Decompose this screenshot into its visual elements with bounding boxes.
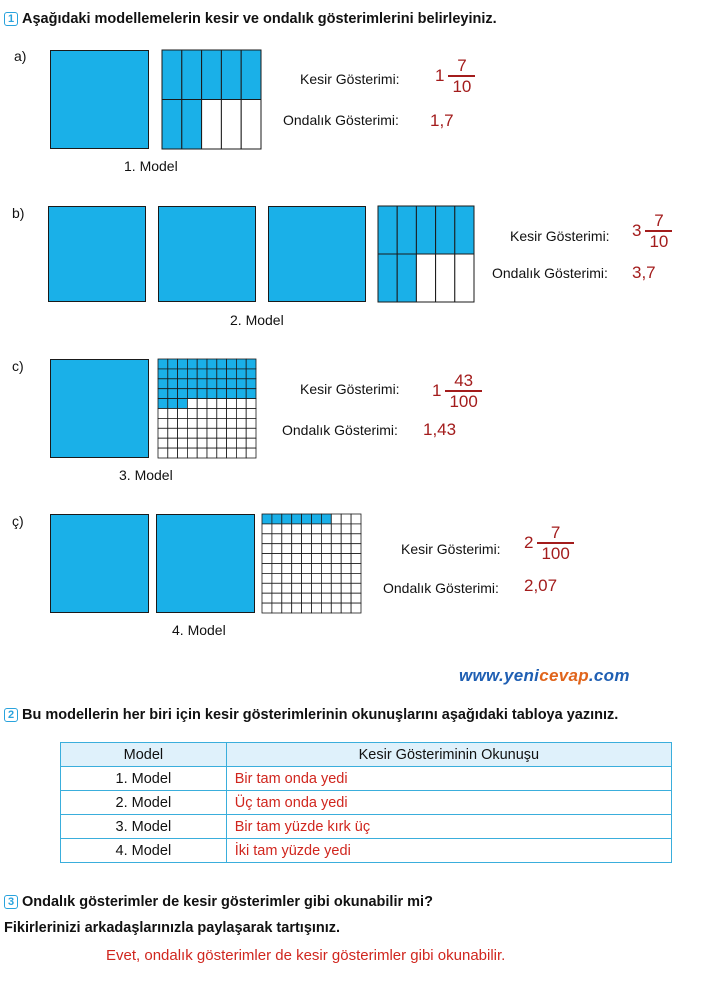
empty-cell	[246, 409, 256, 419]
empty-cell	[341, 583, 351, 593]
empty-cell	[351, 583, 361, 593]
shaded-cell	[236, 359, 246, 369]
empty-cell	[158, 428, 168, 438]
empty-cell	[197, 409, 207, 419]
shaded-cell	[182, 50, 202, 100]
empty-cell	[272, 573, 282, 583]
question-2-text: Bu modellerin her biri için kesir gösterimlerinin okunuşlarını aşağıdaki tabloya yazınız.	[22, 707, 619, 723]
empty-cell	[312, 573, 322, 583]
empty-cell	[302, 603, 312, 613]
shaded-cell	[246, 369, 256, 379]
shaded-cell	[217, 369, 227, 379]
ondalik-label-b: Ondalık Gösterimi:	[492, 265, 608, 281]
empty-cell	[262, 534, 272, 544]
shaded-cell	[236, 389, 246, 399]
empty-cell	[302, 564, 312, 574]
shaded-cell	[178, 379, 188, 389]
shaded-cell	[207, 379, 217, 389]
shaded-cell	[187, 379, 197, 389]
empty-cell	[282, 603, 292, 613]
question-number-badge: 2	[4, 708, 18, 722]
empty-cell	[158, 438, 168, 448]
empty-cell	[331, 534, 341, 544]
table-cell-model: 1. Model	[61, 767, 227, 791]
empty-cell	[207, 448, 217, 458]
shaded-cell	[241, 50, 261, 100]
shaded-cell	[217, 379, 227, 389]
empty-cell	[246, 428, 256, 438]
shaded-cell	[158, 379, 168, 389]
shaded-cell	[207, 359, 217, 369]
empty-cell	[246, 438, 256, 448]
empty-cell	[321, 583, 331, 593]
empty-cell	[341, 544, 351, 554]
item-c-letter: c)	[12, 358, 24, 374]
fraction-denominator: 10	[452, 76, 472, 96]
shaded-cell	[162, 50, 182, 100]
empty-cell	[351, 554, 361, 564]
shaded-cell	[455, 206, 474, 254]
empty-cell	[236, 399, 246, 409]
shaded-cell	[197, 379, 207, 389]
table-cell-reading: Bir tam onda yedi	[226, 767, 671, 791]
fraction-whole: 1	[432, 380, 442, 400]
empty-cell	[282, 583, 292, 593]
model-3-caption: 3. Model	[119, 467, 173, 483]
model-3-hundredths-grid	[158, 359, 256, 458]
empty-cell	[197, 448, 207, 458]
fraction-denominator: 100	[541, 543, 570, 563]
table-header-model: Model	[61, 743, 227, 767]
empty-cell	[292, 554, 302, 564]
empty-cell	[246, 448, 256, 458]
empty-cell	[331, 583, 341, 593]
empty-cell	[178, 438, 188, 448]
empty-cell	[187, 399, 197, 409]
empty-cell	[262, 583, 272, 593]
model-2-full-square-1	[48, 206, 146, 302]
watermark-part-3: .com	[588, 666, 630, 685]
model-4-full-square-2	[156, 514, 255, 613]
question-2-heading	[4, 706, 618, 724]
empty-cell	[331, 554, 341, 564]
model-1-tenths-grid	[162, 50, 261, 149]
question-1-heading	[4, 10, 497, 28]
model-4-caption: 4. Model	[172, 622, 226, 638]
empty-cell	[168, 409, 178, 419]
empty-cell	[272, 554, 282, 564]
empty-cell	[207, 399, 217, 409]
table-row	[61, 815, 672, 839]
shaded-cell	[162, 100, 182, 150]
model-4-full-square-1	[50, 514, 149, 613]
empty-cell	[207, 438, 217, 448]
empty-cell	[262, 524, 272, 534]
empty-cell	[236, 438, 246, 448]
empty-cell	[341, 514, 351, 524]
question-3-line-1: Ondalık gösterimler de kesir gösterimler gibi okunabilir mi?	[22, 894, 433, 910]
model-2-full-square-2	[158, 206, 256, 302]
watermark-part-1: www.yeni	[459, 666, 540, 685]
empty-cell	[168, 418, 178, 428]
decimal-c: 1,43	[423, 420, 457, 439]
empty-cell	[168, 428, 178, 438]
fraction-a	[435, 56, 473, 96]
fraction-whole: 3	[632, 220, 642, 240]
empty-cell	[202, 100, 222, 150]
empty-cell	[227, 418, 237, 428]
model-1-full-square	[50, 50, 149, 149]
empty-cell	[341, 524, 351, 534]
empty-cell	[302, 534, 312, 544]
empty-cell	[331, 514, 341, 524]
decimal-b: 3,7	[632, 263, 656, 282]
question-3-line-2: Fikirlerinizi arkadaşlarınızla paylaşarak tartışınız.	[4, 920, 341, 936]
kesir-label-c: Kesir Gösterimi:	[300, 381, 400, 397]
table-cell-model: 4. Model	[61, 839, 227, 863]
shaded-cell	[168, 389, 178, 399]
shaded-cell	[292, 514, 302, 524]
shaded-cell	[227, 389, 237, 399]
decimal-d: 2,07	[524, 576, 558, 595]
empty-cell	[197, 438, 207, 448]
table-row	[61, 767, 672, 791]
ondalik-label-a: Ondalık Gösterimi:	[283, 112, 399, 128]
fraction-numerator: 43	[454, 371, 474, 390]
empty-cell	[321, 524, 331, 534]
shaded-cell	[178, 369, 188, 379]
model-2-caption: 2. Model	[230, 312, 284, 328]
reading-table	[60, 742, 672, 863]
question-number-badge: 1	[4, 12, 18, 26]
empty-cell	[312, 593, 322, 603]
empty-cell	[341, 593, 351, 603]
table-row	[61, 839, 672, 863]
empty-cell	[168, 448, 178, 458]
empty-cell	[262, 573, 272, 583]
empty-cell	[197, 399, 207, 409]
shaded-cell	[197, 389, 207, 399]
empty-cell	[321, 554, 331, 564]
empty-cell	[217, 438, 227, 448]
empty-cell	[302, 554, 312, 564]
empty-cell	[272, 603, 282, 613]
fraction-b	[632, 211, 670, 251]
empty-cell	[341, 554, 351, 564]
empty-cell	[351, 514, 361, 524]
shaded-cell	[178, 399, 188, 409]
shaded-cell	[182, 100, 202, 150]
empty-cell	[351, 534, 361, 544]
question-3-heading	[4, 893, 433, 911]
empty-cell	[187, 448, 197, 458]
fraction-numerator: 7	[654, 211, 664, 230]
shaded-cell	[187, 369, 197, 379]
empty-cell	[262, 554, 272, 564]
shaded-cell	[197, 369, 207, 379]
empty-cell	[321, 603, 331, 613]
empty-cell	[168, 438, 178, 448]
empty-cell	[262, 593, 272, 603]
shaded-cell	[187, 389, 197, 399]
shaded-cell	[227, 369, 237, 379]
empty-cell	[292, 564, 302, 574]
empty-cell	[272, 593, 282, 603]
empty-cell	[227, 428, 237, 438]
empty-cell	[321, 544, 331, 554]
empty-cell	[187, 418, 197, 428]
empty-cell	[158, 418, 168, 428]
empty-cell	[158, 409, 168, 419]
empty-cell	[187, 428, 197, 438]
model-3-full-square	[50, 359, 149, 458]
empty-cell	[331, 544, 341, 554]
empty-cell	[272, 583, 282, 593]
fraction-whole: 2	[524, 532, 534, 552]
ondalik-label-d: Ondalık Gösterimi:	[383, 580, 499, 596]
empty-cell	[227, 438, 237, 448]
shaded-cell	[178, 389, 188, 399]
item-b-letter: b)	[12, 205, 25, 221]
empty-cell	[217, 418, 227, 428]
shaded-cell	[217, 359, 227, 369]
table-header-reading: Kesir Gösteriminin Okunuşu	[226, 743, 671, 767]
empty-cell	[272, 544, 282, 554]
empty-cell	[246, 418, 256, 428]
watermark-part-2: cevap	[539, 666, 589, 685]
empty-cell	[197, 418, 207, 428]
empty-cell	[331, 524, 341, 534]
shaded-cell	[246, 389, 256, 399]
fraction-d	[524, 523, 572, 563]
empty-cell	[312, 544, 322, 554]
empty-cell	[178, 428, 188, 438]
model-2-full-square-3	[268, 206, 366, 302]
shaded-cell	[227, 379, 237, 389]
kesir-label-d: Kesir Gösterimi:	[401, 541, 501, 557]
shaded-cell	[187, 359, 197, 369]
shaded-cell	[168, 369, 178, 379]
empty-cell	[331, 603, 341, 613]
item-cedilla-letter: ç)	[12, 513, 24, 529]
empty-cell	[292, 593, 302, 603]
ondalik-label-c: Ondalık Gösterimi:	[282, 422, 398, 438]
empty-cell	[341, 564, 351, 574]
empty-cell	[217, 399, 227, 409]
shaded-cell	[168, 359, 178, 369]
shaded-cell	[207, 389, 217, 399]
table-row	[61, 791, 672, 815]
empty-cell	[207, 409, 217, 419]
empty-cell	[321, 573, 331, 583]
fraction-c	[432, 371, 480, 411]
empty-cell	[292, 544, 302, 554]
fraction-numerator: 7	[457, 56, 467, 75]
shaded-cell	[272, 514, 282, 524]
empty-cell	[282, 534, 292, 544]
empty-cell	[158, 448, 168, 458]
shaded-cell	[321, 514, 331, 524]
empty-cell	[217, 409, 227, 419]
empty-cell	[262, 544, 272, 554]
shaded-cell	[168, 379, 178, 389]
shaded-cell	[236, 369, 246, 379]
table-cell-reading: Üç tam onda yedi	[226, 791, 671, 815]
shaded-cell	[202, 50, 222, 100]
empty-cell	[302, 583, 312, 593]
shaded-cell	[168, 399, 178, 409]
empty-cell	[312, 534, 322, 544]
shaded-cell	[158, 389, 168, 399]
empty-cell	[312, 524, 322, 534]
empty-cell	[178, 448, 188, 458]
shaded-cell	[312, 514, 322, 524]
table-cell-reading: Bir tam yüzde kırk üç	[226, 815, 671, 839]
empty-cell	[207, 428, 217, 438]
kesir-label-b: Kesir Gösterimi:	[510, 228, 610, 244]
empty-cell	[207, 418, 217, 428]
shaded-cell	[178, 359, 188, 369]
empty-cell	[312, 564, 322, 574]
empty-cell	[341, 573, 351, 583]
empty-cell	[455, 254, 474, 302]
empty-cell	[351, 573, 361, 583]
shaded-cell	[378, 206, 397, 254]
question-1-text: Aşağıdaki modellemelerin kesir ve ondalık gösterimlerini belirleyiniz.	[22, 11, 497, 27]
model-1-caption: 1. Model	[124, 158, 178, 174]
shaded-cell	[397, 206, 416, 254]
fraction-whole: 1	[435, 65, 445, 85]
fraction-denominator: 100	[449, 391, 478, 411]
shaded-cell	[302, 514, 312, 524]
empty-cell	[331, 573, 341, 583]
empty-cell	[282, 573, 292, 583]
empty-cell	[178, 409, 188, 419]
shaded-cell	[262, 514, 272, 524]
empty-cell	[292, 524, 302, 534]
decimal-a: 1,7	[430, 111, 454, 130]
empty-cell	[236, 409, 246, 419]
empty-cell	[351, 524, 361, 534]
empty-cell	[187, 409, 197, 419]
shaded-cell	[197, 359, 207, 369]
empty-cell	[272, 564, 282, 574]
empty-cell	[321, 564, 331, 574]
empty-cell	[292, 573, 302, 583]
empty-cell	[187, 438, 197, 448]
empty-cell	[227, 448, 237, 458]
empty-cell	[312, 583, 322, 593]
shaded-cell	[378, 254, 397, 302]
empty-cell	[351, 564, 361, 574]
empty-cell	[221, 100, 241, 150]
table-cell-reading: İki tam yüzde yedi	[226, 839, 671, 863]
question-number-badge: 3	[4, 895, 18, 909]
question-3-answer: Evet, ondalık gösterimler de kesir gösterimler gibi okunabilir.	[106, 947, 506, 964]
model-4-hundredths-grid	[262, 514, 361, 613]
empty-cell	[262, 603, 272, 613]
empty-cell	[241, 100, 261, 150]
empty-cell	[217, 428, 227, 438]
shaded-cell	[227, 359, 237, 369]
shaded-cell	[207, 369, 217, 379]
empty-cell	[302, 544, 312, 554]
fraction-denominator: 10	[649, 231, 669, 251]
empty-cell	[282, 544, 292, 554]
table-header-row	[61, 743, 672, 767]
model-2-tenths-grid	[378, 206, 474, 302]
empty-cell	[341, 603, 351, 613]
empty-cell	[351, 544, 361, 554]
shaded-cell	[397, 254, 416, 302]
empty-cell	[197, 428, 207, 438]
shaded-cell	[246, 379, 256, 389]
shaded-cell	[158, 369, 168, 379]
empty-cell	[416, 254, 435, 302]
empty-cell	[236, 448, 246, 458]
shaded-cell	[416, 206, 435, 254]
fraction-numerator: 7	[550, 523, 561, 542]
empty-cell	[292, 534, 302, 544]
site-watermark	[459, 666, 630, 686]
empty-cell	[272, 524, 282, 534]
kesir-label-a: Kesir Gösterimi:	[300, 71, 400, 87]
shaded-cell	[436, 206, 455, 254]
empty-cell	[246, 399, 256, 409]
shaded-cell	[282, 514, 292, 524]
empty-cell	[282, 564, 292, 574]
empty-cell	[282, 593, 292, 603]
empty-cell	[302, 573, 312, 583]
shaded-cell	[158, 359, 168, 369]
empty-cell	[236, 428, 246, 438]
empty-cell	[236, 418, 246, 428]
item-a-letter: a)	[14, 48, 27, 64]
table-cell-model: 2. Model	[61, 791, 227, 815]
empty-cell	[217, 448, 227, 458]
empty-cell	[292, 603, 302, 613]
empty-cell	[312, 554, 322, 564]
empty-cell	[292, 583, 302, 593]
empty-cell	[331, 593, 341, 603]
empty-cell	[351, 603, 361, 613]
shaded-cell	[236, 379, 246, 389]
empty-cell	[321, 593, 331, 603]
empty-cell	[331, 564, 341, 574]
shaded-cell	[158, 399, 168, 409]
empty-cell	[227, 399, 237, 409]
empty-cell	[262, 564, 272, 574]
empty-cell	[321, 534, 331, 544]
empty-cell	[178, 418, 188, 428]
empty-cell	[302, 524, 312, 534]
empty-cell	[302, 593, 312, 603]
shaded-cell	[246, 359, 256, 369]
empty-cell	[436, 254, 455, 302]
empty-cell	[272, 534, 282, 544]
empty-cell	[282, 554, 292, 564]
empty-cell	[312, 603, 322, 613]
empty-cell	[282, 524, 292, 534]
empty-cell	[341, 534, 351, 544]
shaded-cell	[217, 389, 227, 399]
empty-cell	[227, 409, 237, 419]
table-cell-model: 3. Model	[61, 815, 227, 839]
shaded-cell	[221, 50, 241, 100]
empty-cell	[351, 593, 361, 603]
